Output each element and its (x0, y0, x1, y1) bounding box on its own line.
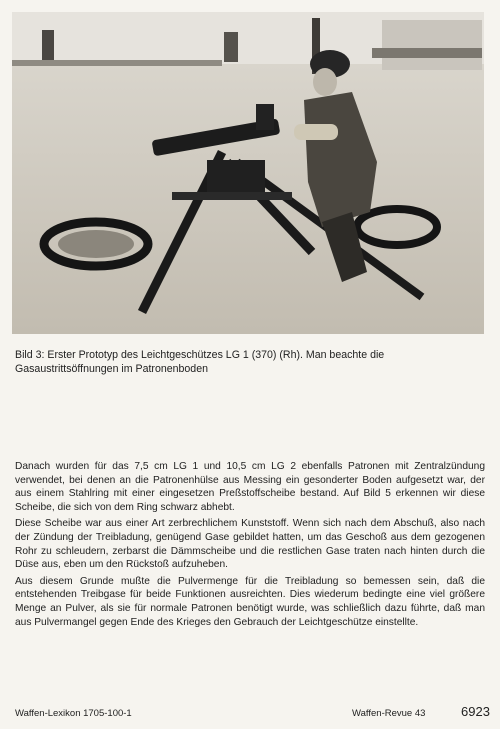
paragraph: Diese Scheibe war aus einer Art zerbrechlichem Kunststoff. Wenn sich nach dem Abschuß, also nach der Zündung der Treibladung, genügend Gase gebildet hatten, um das Geschoß aus dem gezogenen Rohr zu schleudern, zerbarst die Dämmscheibe und die restlichen Gase traten nach hinten durch die Düse aus, eben um den Rückstoß aufzuheben. (15, 518, 485, 571)
page-number: 6923 (461, 704, 490, 719)
photo-illustration (12, 12, 484, 334)
footer-magazine-info: Waffen-Revue 43 (352, 708, 426, 719)
paragraph: Danach wurden für das 7,5 cm LG 1 und 10,5 cm LG 2 ebenfalls Patronen mit Zentralzündung verwendet, bei denen an die Patronenhülse aus Messing ein gesonderter Boden aufgesetzt war, der aus einem Stahlring mit einer eingesetzen Preßstoffscheibe bestand. Auf Bild 5 erkennen wir diese Scheibe, die sich von dem Ring schwarz abhebt. (15, 461, 485, 513)
photograph-light-gun-prototype (12, 12, 484, 334)
figure-caption: Bild 3: Erster Prototyp des Leichtgeschützes LG 1 (370) (Rh). Man beachte die Gasaustrittsöffnungen im Patronenboden (15, 349, 385, 375)
footer-series-info: Waffen-Lexikon 1705-100-1 (15, 708, 132, 719)
paragraph: Aus diesem Grunde mußte die Pulvermenge für die Treibladung so bemessen sein, daß die entstehenden Treibgase für beide Funktionen ausreichten. Dies wiederum bedingte eine viel größere Menge an Pulver, als sie für normale Patronen benötigt wurde, was schließlich dazu führte, daß man aus Pulvermangel gegen Ende des Krieges den Gebrauch der Leichtgeschütze einstellte. (15, 575, 485, 628)
article-body (15, 460, 485, 632)
